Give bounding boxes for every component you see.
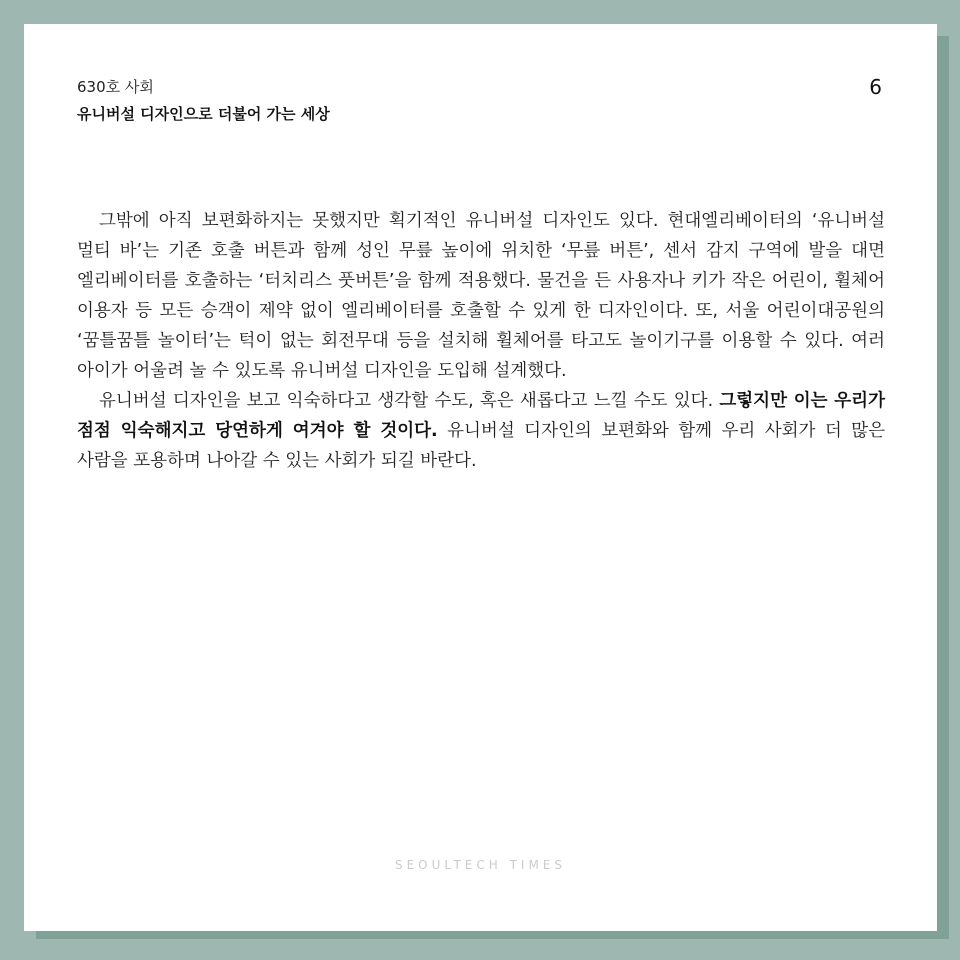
page-number: 6 [869, 75, 882, 99]
paragraph-1: 그밖에 아직 보편화하지는 못했지만 획기적인 유니버설 디자인도 있다. 현대엘리베이터의 ‘유니버설 멀티 바’는 기존 호출 버튼과 함께 성인 무릎 높이에 위치한 ‘무릎 버튼’, 센서 감지 구역에 발을 대면 엘리베이터를 호출하는 ‘터치리스 풋버튼’을 함께 적용했다. 물건을 든 사용자나 키가 작은 어린이, 휠체어 이용자 등 모든 승객이 제약 없이 엘리베이터를 호출할 수 있게 한 디자인이다. 또, 서울 어린이대공원의 ‘꿈틀꿈틀 놀이터’는 턱이 없는 회전무대 등을 설치해 휠체어를 타고도 놀이기구를 이용할 수 있다. 여러 아이가 어울려 놀 수 있도록 유니버설 디자인을 도입해 설계했다. [77, 211, 885, 381]
page-card [24, 24, 937, 931]
paragraph-2-start: 유니버설 디자인을 보고 익숙하다고 생각할 수도, 혹은 새롭다고 느낄 수도 있다. [99, 391, 720, 411]
series-title: 유니버설 디자인으로 더불어 가는 세상 [77, 105, 330, 123]
paragraph-2-end: 유니버설 디자인의 보편화와 함께 우리 사회가 더 많은 사람을 포용하며 나아갈 수 있는 사회가 되길 바란다. [77, 421, 885, 471]
issue-label: 630호 사회 [77, 78, 154, 96]
publication-footer: SEOULTECH TIMES [394, 858, 566, 872]
article-body [77, 206, 885, 476]
paragraph-2 [77, 386, 885, 476]
emphasis-sentence: 그렇지만 이는 우리가 점점 익숙해지고 당연하게 여겨야 할 것이다. [77, 391, 885, 441]
